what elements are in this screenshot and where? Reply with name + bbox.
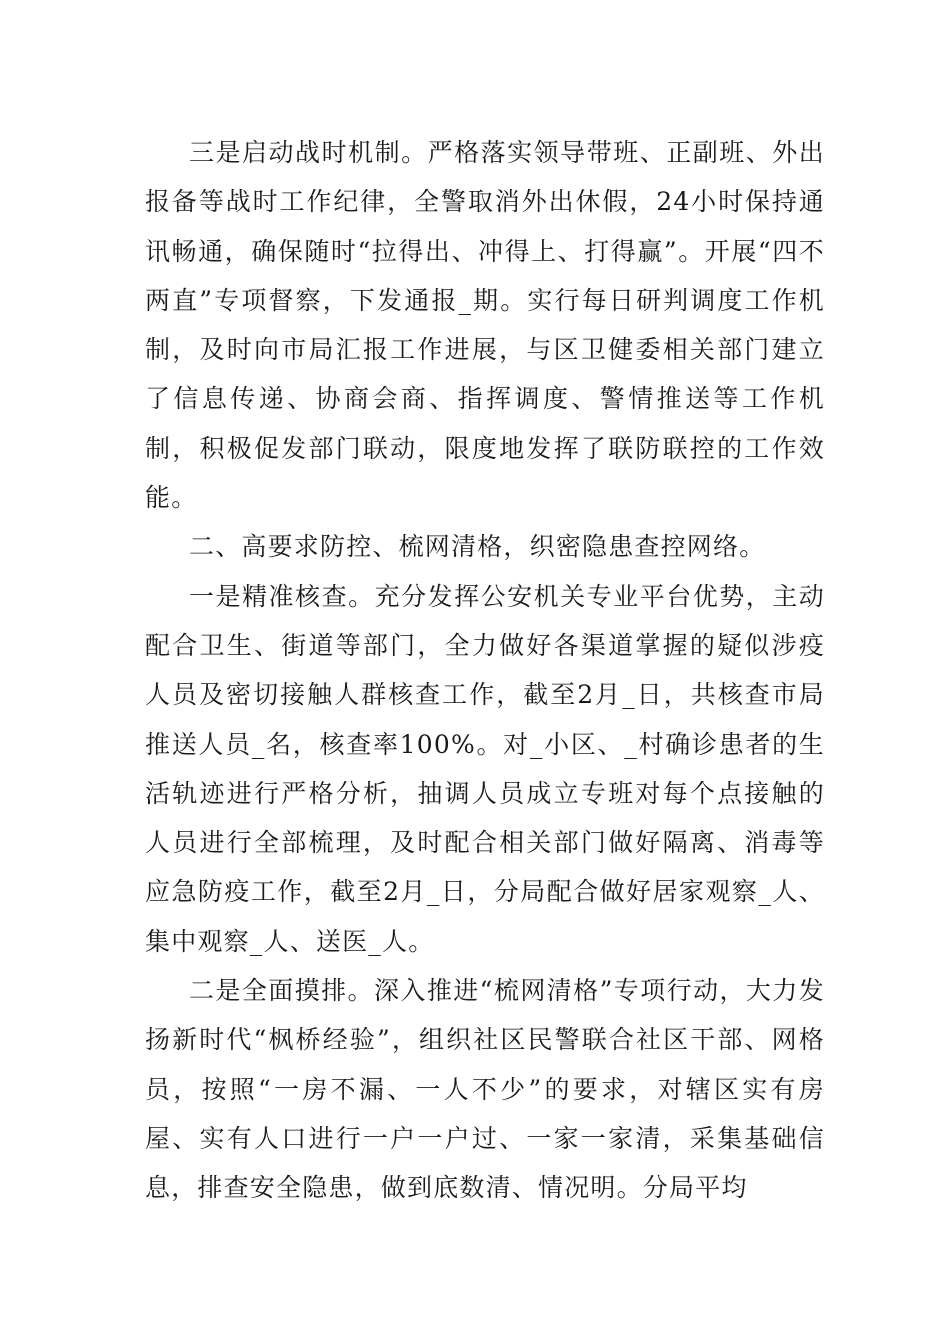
paragraph-wartime-mechanism: 三是启动战时机制。严格落实领导带班、正副班、外出报备等战时工作纪律，全警取消外出休假，24小时保持通讯畅通，确保随时“拉得出、冲得上、打得赢”。开展“四不两直”专项督察，下发通报_期。实行每日研判调度工作机制，及时向市局汇报工作进展，与区卫健委相关部门建立了信息传递、协商会商、指挥调度、警情推送等工作机制，积极促发部门联动，限度地发挥了联防联控的工作效能。 <box>145 138 825 513</box>
document-body <box>145 128 825 1213</box>
paragraph-comprehensive-survey: 二是全面摸排。深入推进“梳网清格”专项行动，大力发扬新时代“枫桥经验”，组织社区民警联合社区干部、网格员，按照“一房不漏、一人不少”的要求，对辖区实有房屋、实有人口进行一户一户过、一家一家清，采集基础信息，排查安全隐患，做到底数清、情况明。分局平均 <box>145 976 825 1203</box>
paragraph-precise-verification: 一是精准核查。充分发挥公安机关专业平台优势，主动配合卫生、街道等部门，全力做好各渠道掌握的疑似涉疫人员及密切接触人群核查工作，截至2月_日，共核查市局推送人员_名，核查率100%。对_小区、_村确诊患者的生活轨迹进行严格分析，抽调人员成立专班对每个点接触的人员进行全部梳理，及时配合相关部门做好隔离、消毒等应急防疫工作，截至2月_日，分局配合做好居家观察_人、集中观察_人、送医_人。 <box>145 581 825 956</box>
section-heading-prevention: 二、高要求防控、梳网清格，织密隐患查控网络。 <box>189 532 766 562</box>
